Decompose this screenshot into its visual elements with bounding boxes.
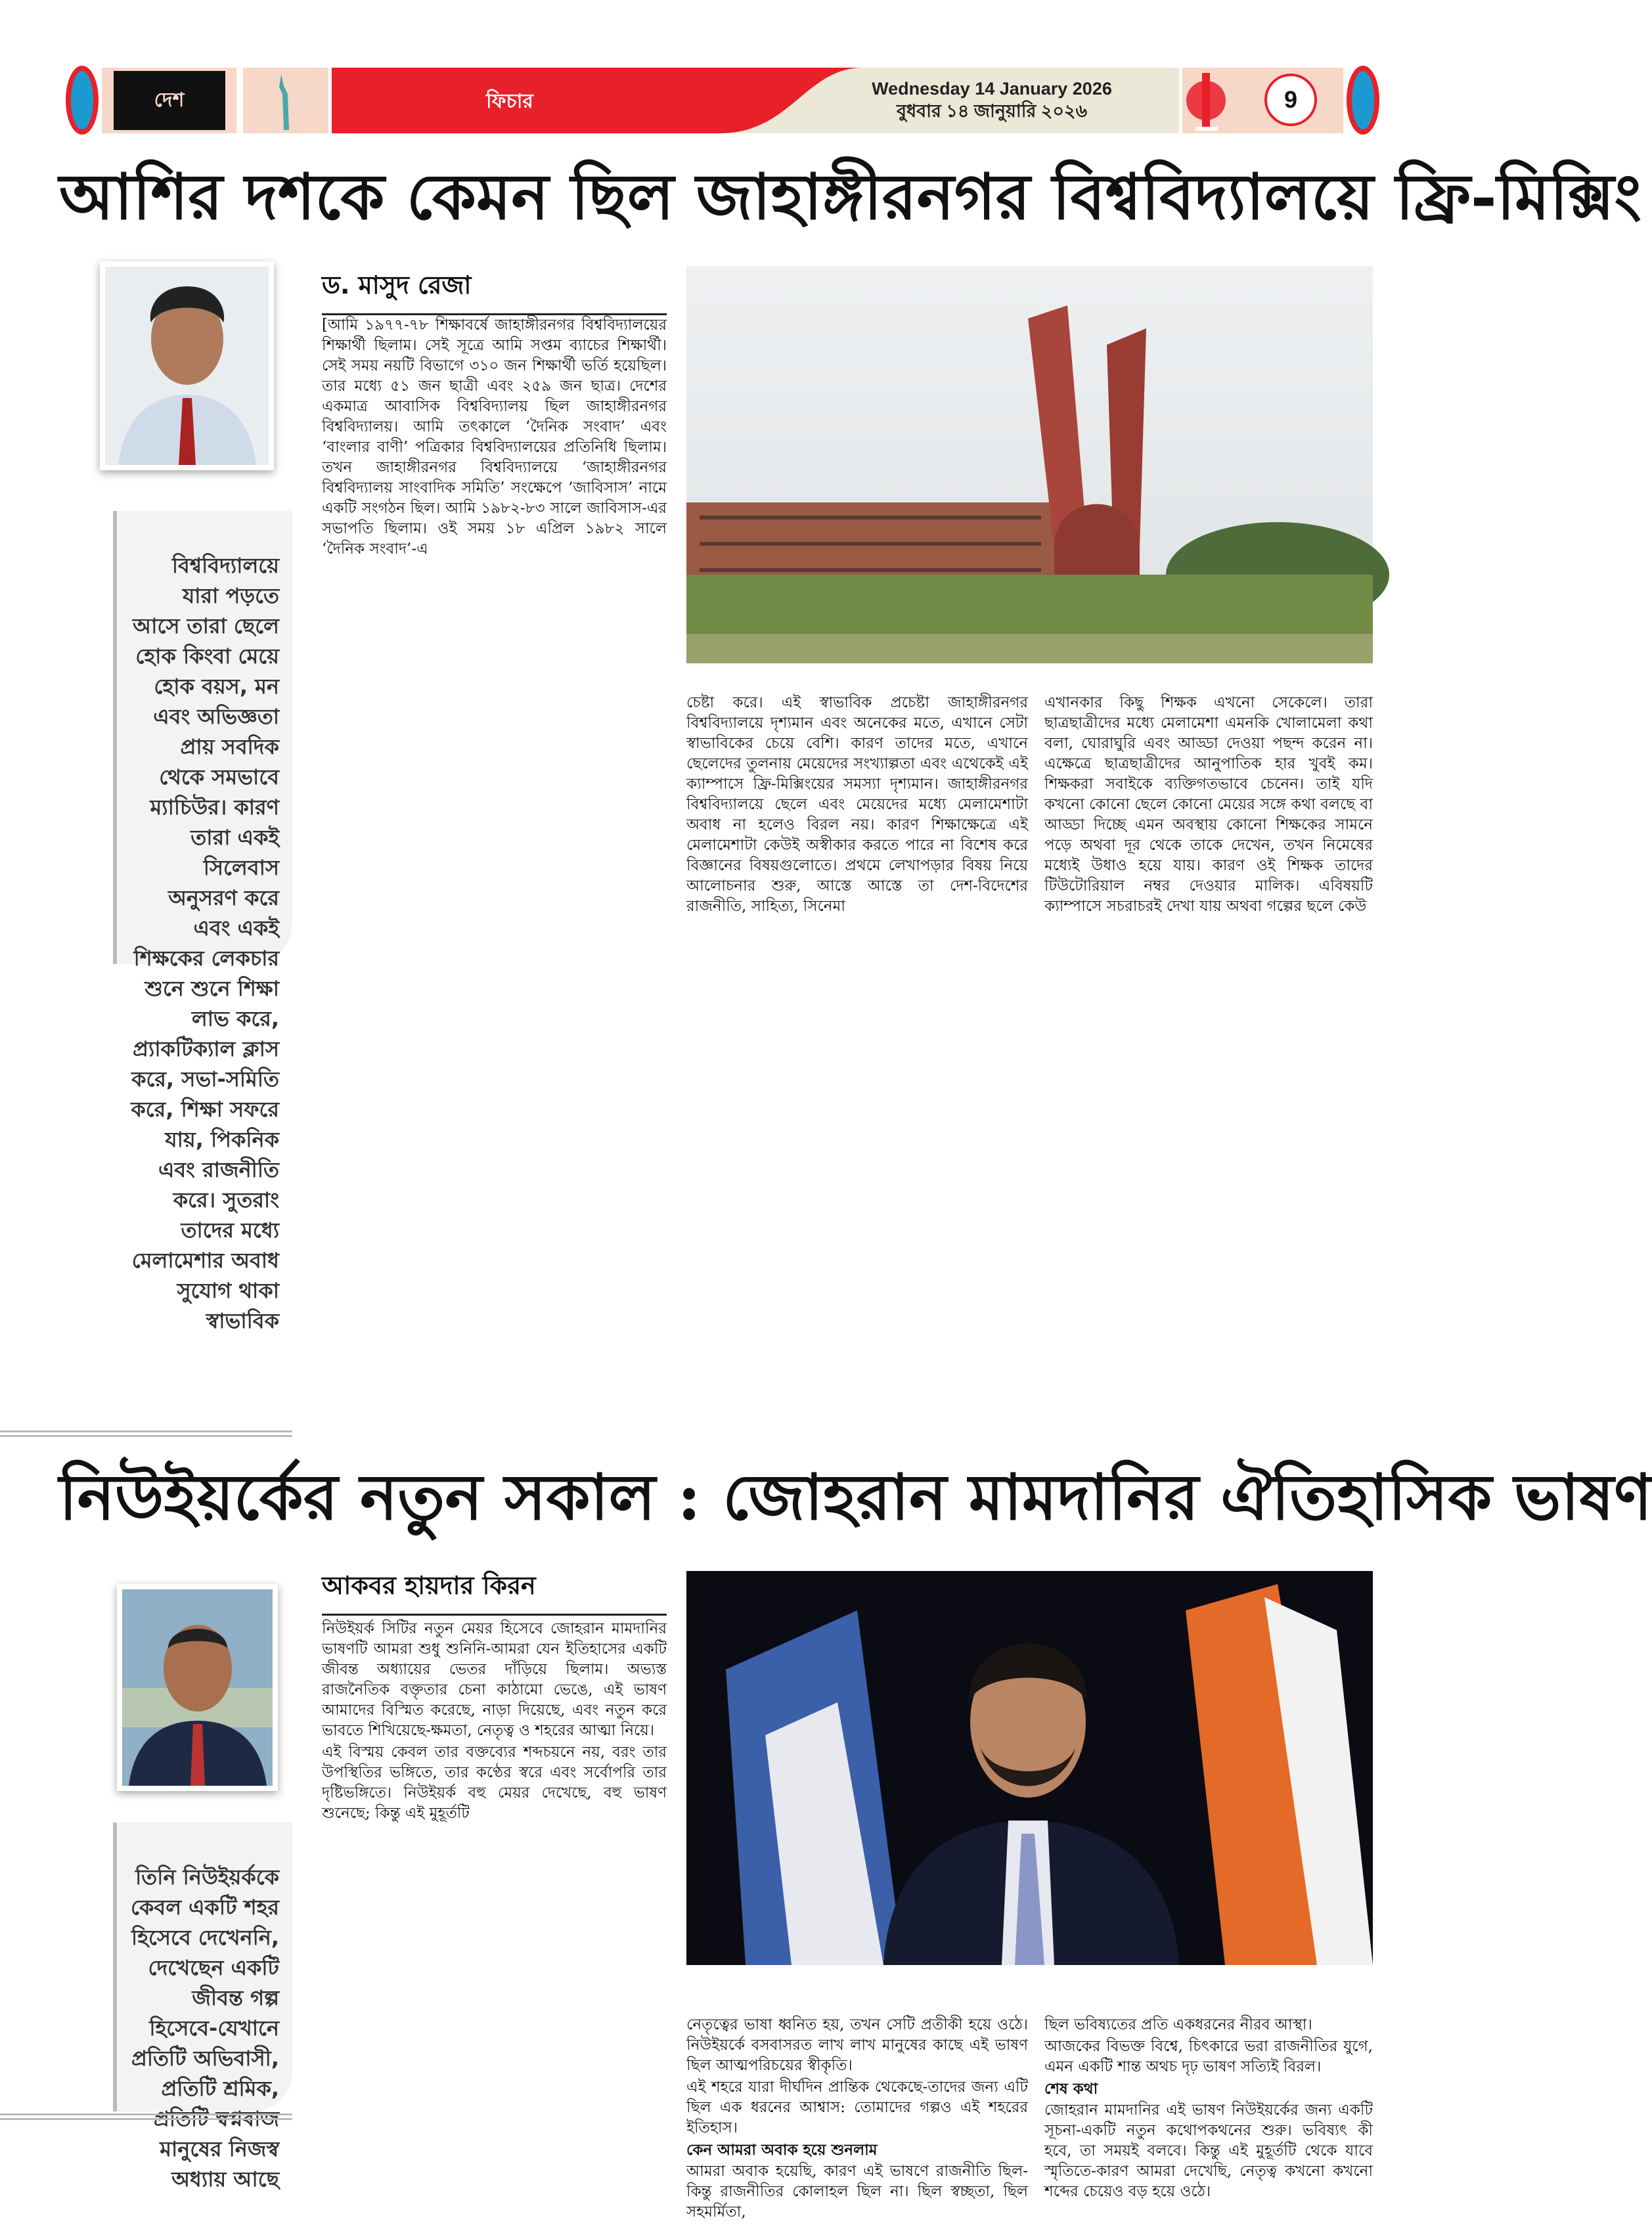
paragraph: নিউইয়র্ক সিটির নতুন মেয়র হিসেবে জোহরান মামদানির ভাষণটি আমরা শুধু শুনিনি-আমরা যেন ইতিহাসের একটি জীবন্ত অধ্যায়ের ভেতর দাঁড়িয়ে ছিলাম। অভ্যস্ত রাজনৈতিক বক্তৃতার চেনা কাঠামো ভেঙে, এই ভাষণ আমাদের বিস্মিত করেছে, নাড়া দিয়েছে, এবং নতুন করে ভাবতে শিখিয়েছে-ক্ষমতা, নেতৃত্ব ও শহরের আত্মা নিয়ে। xyxy=(322,1620,667,1739)
paragraph: [আমি ১৯৭৭-৭৮ শিক্ষাবর্ষে জাহাঙ্গীরনগর বিশ্ববিদ্যালয়ের শিক্ষার্থী ছিলাম। সেই সূত্রে আমি সপ্তম ব্যাচের শিক্ষার্থী। সেই সময় নয়টি বিভাগে ৩১০ জন শিক্ষার্থী ভর্তি হয়েছিল। তার মধ্যে ৫১ জন ছাত্রী এবং ২৫৯ জন ছাত্র। দেশের একমাত্র আবাসিক বিশ্ববিদ্যালয় ছিল জাহাঙ্গীরনগর বিশ্ববিদ্যালয়। আমি তৎকালে ‘দৈনিক সংবাদ’ এবং ‘বাংলার বাণী’ পত্রিকার বিশ্ববিদ্যালয়ের প্রতিনিধি ছিলাম। তখন জাহাঙ্গীরনগর বিশ্ববিদ্যালয়ে ‘জাহাঙ্গীরনগর বিশ্ববিদ্যালয় সাংবাদিক সমিতি’ সংক্ষেপে ‘জাবিসাস’ নামে একটি সংগঠন ছিল। আমি ১৯৮২-৮৩ সালে জাবিসাস-এর সভাপতি ছিলাম। ওই সময় ১৮ এপ্রিল ১৯৮২ সালে ‘দৈনিক সংবাদ’-এ xyxy=(322,317,667,558)
paragraph: নেতৃত্বের ভাষা ধ্বনিত হয়, তখন সেটি প্রতীকী হয়ে ওঠে। নিউইয়র্কে বসবাসরত লাখ লাখ মানুষের কাছে এই ভাষণ ছিল আত্মপরিচয়ের স্বীকৃতি। xyxy=(686,2016,1028,2074)
masthead-right-cap xyxy=(1347,66,1379,135)
subheading: শেষ কথা xyxy=(1044,2080,1098,2098)
paragraph: আমরা অবাক হয়েছি, কারণ এই ভাষণে রাজনীতি ছিল-কিন্তু রাজনীতির কোলাহল ছিল না। ছিল স্বচ্ছতা, ছিল সহমর্মিতা, xyxy=(686,2163,1028,2221)
article1-column-1 xyxy=(322,315,667,1425)
paragraph: আজকের বিভক্ত বিশ্বে, চিৎকারে ভরা রাজনীতির যুগে, এমন একটি শান্ত অথচ দৃঢ় ভাষণ সত্যিই বিরল। xyxy=(1044,2038,1373,2075)
pull-quote-2: তিনি নিউইয়র্ককে কেবল একটি শহর হিসেবে দেখেননি, দেখেছেন একটি জীবন্ত গল্প হিসেবে-যেখানে প্রতিটি অভিবাসী, প্রতিটি শ্রমিক, প্রতিটি স্বপ্নবাজ মানুষের নিজস্ব অধ্যায় আছে xyxy=(113,1823,292,2111)
author-photo-masud-reza xyxy=(100,261,274,470)
section-divider xyxy=(0,2113,292,2120)
date-bangla: বুধবার ১৪ জানুয়ারি ২০২৬ xyxy=(896,101,1088,121)
article2-column-1 xyxy=(322,1619,667,2220)
zohran-mamdani-photo xyxy=(686,1571,1373,1965)
logo-mark: দেশ xyxy=(114,71,225,130)
page-number: 9 xyxy=(1264,74,1317,126)
newspaper-logo xyxy=(102,68,236,133)
article2-headline: নিউইয়র্কের নতুন সকাল : জোহরান মামদানির ঐতিহাসিক ভাষণ xyxy=(59,1460,1652,1534)
paragraph: এখানকার কিছু শিক্ষক এখনো সেকেলে। তারা ছাত্রছাত্রীদের মধ্যে মেলামেশা এমনকি খোলামেলা কথা বলা, ঘোরাঘুরি এবং আড্ডা দেওয়া পছন্দ করেন না। এক্ষেত্রে ছাত্রছাত্রীদের আনুপাতিক হার খুবই কম। শিক্ষকরা সবাইকে ব্যক্তিগতভাবে চেনেন। তাই যদি কখনো কোনো ছেলে কোনো মেয়ের সঙ্গে কথা বলছে বা আড্ডা দিচ্ছে এমন অবস্থায় কোনো শিক্ষকের সামনে পড়ে অথবা দূর থেকে তাকে দেখেন, তখন নিমেষের মধ্যেই উধাও হয়ে যায়। কারণ ওই শিক্ষক তাদের টিউটোরিয়াল নম্বর দেওয়ার মালিক। এবিষয়টি ক্যাম্পাসে সচরাচরই দেখা যায় অথবা গল্পের ছলে কেউ xyxy=(1044,694,1373,915)
page-number-box xyxy=(1182,68,1343,133)
statue-of-liberty-icon xyxy=(243,68,328,133)
article2-column-2 xyxy=(686,2015,1028,2221)
issue-date xyxy=(854,77,1130,122)
paragraph: জোহরান মামদানির এই ভাষণ নিউইয়র্কের জন্য একটি সূচনা-একটি নতুন কথোপকথনের শুরু। ভবিষ্যৎ কী হবে, তা সময়ই বলবে। কিন্তু এই মুহূর্তটি থেকে যাবে স্মৃতিতে-কারণ আমরা দেখেছি, নেতৃত্ব কখনো কখনো শব্দের চেয়েও বড় হয়ে ওঠে। xyxy=(1044,2102,1373,2200)
article1-column-3 xyxy=(1044,693,1373,1425)
article1-byline: ড. মাসুদ রেজা xyxy=(322,266,667,315)
subheading: কেন আমরা অবাক হয়ে শুনলাম xyxy=(686,2141,878,2159)
article1-headline: আশির দশকে কেমন ছিল জাহাঙ্গীরনগর বিশ্ববিদ্যালয়ে ফ্রি-মিক্সিং xyxy=(59,160,1641,234)
masthead-left-cap xyxy=(66,66,99,135)
paragraph: এই শহরে যারা দীর্ঘদিন প্রান্তিক থেকেছে-তাদের জন্য এটি ছিল এক ধরনের আশ্বাস: তোমাদের গল্পও এই শহরের ইতিহাস। xyxy=(686,2079,1028,2136)
article2-byline: আকবর হায়দার কিরন xyxy=(322,1566,667,1616)
article2-column-3 xyxy=(1044,2015,1373,2212)
article1-column-2 xyxy=(686,693,1028,1425)
paragraph: এই বিস্ময় কেবল তার বক্তব্যের শব্দচয়নে নয়, বরং তার উপস্থিতির ভঙ্গিতে, তার কণ্ঠের স্বরে এবং সর্বোপরি তার দৃষ্টিভঙ্গিতে। নিউইয়র্ক বহু মেয়র দেখেছে, বহু ভাষণ শুনেছে; কিন্তু এই মুহূর্তটি xyxy=(322,1744,667,1822)
jahangirnagar-monument-photo xyxy=(686,266,1373,663)
section-label: ফিচার xyxy=(486,90,533,113)
pull-quote-1: বিশ্ববিদ্যালয়ে যারা পড়তে আসে তারা ছেলে হোক কিংবা মেয়ে হোক বয়স, মন এবং অভিজ্ঞতা প্রায় সবদিক থেকে সমভাবে ম্যাচিউর। কারণ তারা একই সিলেবাস অনুসরণ করে এবং একই শিক্ষকের লেকচার শুনে শুনে শিক্ষা লাভ করে, প্র্যাকটিক্যাল ক্লাস করে, সভা-সমিতি করে, শিক্ষা সফরে যায়, পিকনিক এবং রাজনীতি করে। সুতরাং তাদের মধ্যে মেলামেশার অবাধ সুযোগ থাকা স্বাভাবিক xyxy=(113,511,292,964)
section-divider xyxy=(0,1430,292,1437)
paragraph: ছিল ভবিষ্যতের প্রতি একধরনের নীরব আস্থা। xyxy=(1044,2016,1312,2033)
date-english: Wednesday 14 January 2026 xyxy=(872,79,1112,99)
paragraph: চেষ্টা করে। এই স্বাভাবিক প্রচেষ্টা জাহাঙ্গীরনগর বিশ্ববিদ্যালয়ে দৃশ্যমান এবং অনেকের মতে, এখানে সেটা স্বাভাবিকের চেয়ে বেশি। কারণ তাদের মতে, এখানে ছেলেদের তুলনায় মেয়েদের সংখ্যাল্পতা এবং এথেকেই এই ক্যাম্পাসে ফ্রি-মিক্সিংয়ের সমস্যা দৃশ্যমান। জাহাঙ্গীরনগর বিশ্ববিদ্যালয়ে ছেলে এবং মেয়েদের মধ্যে মেলামেশাটা অবাধ না হলেও বিরল নয়। কারণ শিক্ষাক্ষেত্রে এই মেলামেশাটা কেউই অস্বীকার করতে পারে না বিশেষ করে বিজ্ঞানের বিষয়গুলোতে। প্রথমে লেখাপড়ার বিষয় নিয়ে আলোচনার শুরু, আস্তে আস্তে তা দেশ-বিদেশের রাজনীতি, সাহিত্য, সিনেমা xyxy=(686,694,1028,915)
author-photo-akbar-haider-kiron xyxy=(117,1584,278,1791)
